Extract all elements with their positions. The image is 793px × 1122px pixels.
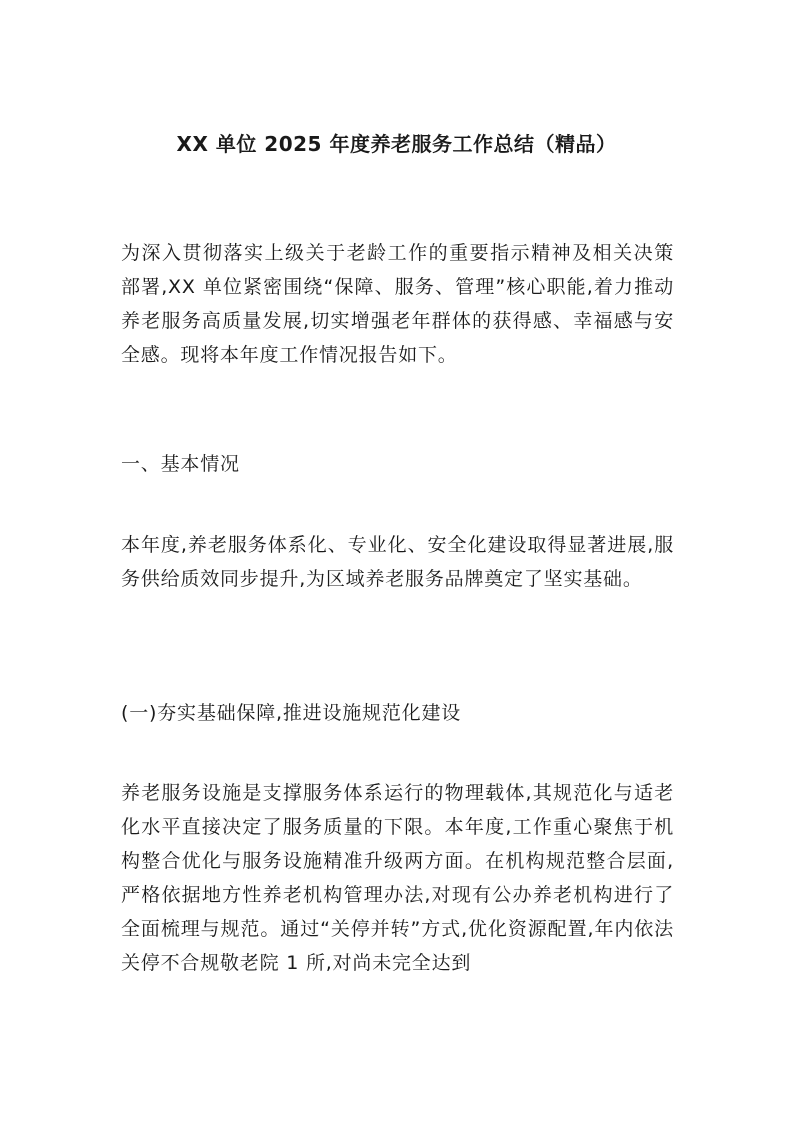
document-title: XX 单位 2025 年度养老服务工作总结（精品） — [176, 132, 617, 156]
section-paragraph-basic-situation: 本年度,养老服务体系化、专业化、安全化建设取得显著进展,服务供给质效同步提升,为区域养老服务品牌奠定了坚实基础。 — [121, 534, 674, 590]
subsection-paragraph-infrastructure: 养老服务设施是支撑服务体系运行的物理载体,其规范化与适老化水平直接决定了服务质量的下限。本年度,工作重心聚焦于机构整合优化与服务设施精准升级两方面。在机构规范整合层面,严格依据地方性养老机构管理办法,对现有公办养老机构进行了全面梳理与规范。通过“关停并转”方式,优化资源配置,年内依法关停不合规敬老院 1 所,对尚未完全达到 — [121, 782, 674, 974]
intro-paragraph: 为深入贯彻落实上级关于老龄工作的重要指示精神及相关决策部署,XX 单位紧密围绕“保障、服务、管理”核心职能,着力推动养老服务高质量发展,切实增强老年群体的获得感、幸福感与安全感。现将本年度工作情况报告如下。 — [121, 242, 674, 366]
subsection-heading-infrastructure: (一)夯实基础保障,推进设施规范化建设 — [121, 702, 462, 724]
section-heading-basic-situation: 一、基本情况 — [121, 453, 240, 475]
